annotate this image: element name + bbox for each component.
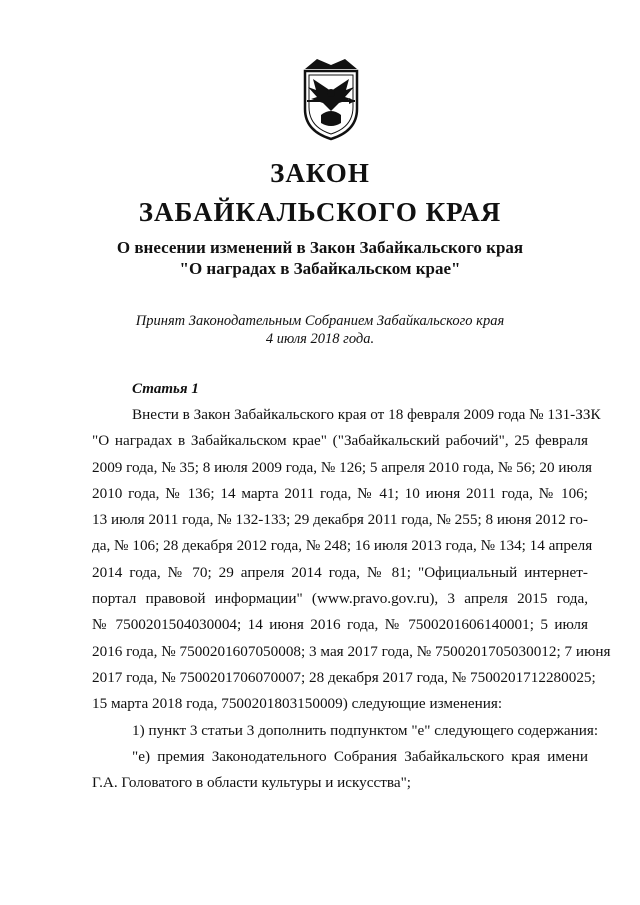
body-line: "О наградах в Забайкальском крае" ("Забайкальский рабочий", 25 февраля bbox=[92, 432, 588, 450]
body-line: 2009 года, № 35; 8 июля 2009 года, № 126; 5 апреля 2010 года, № 56; 20 июля bbox=[92, 458, 593, 476]
body-line: Внести в Закон Забайкальского края от 18 февраля 2009 года № 131-ЗЗК bbox=[132, 406, 601, 423]
region-title: ЗАБАЙКАЛЬСКОГО КРАЯ bbox=[138, 197, 502, 227]
body-line: 2014 года, № 70; 29 апреля 2014 года, № 81; "Официальный интернет- bbox=[92, 563, 588, 581]
body-line: № 7500201504030004; 14 июня 2016 года, № 7500201606140001; 5 июля bbox=[92, 616, 588, 634]
adoption-note: Принят Законодательным Собранием Забайкальского края bbox=[135, 313, 505, 329]
body-line: портал правовой информации" (www.pravo.gov.ru), 3 апреля 2015 года, bbox=[92, 590, 588, 608]
article-heading: Статья 1 bbox=[132, 381, 199, 397]
body-line: 2016 года, № 7500201607050008; 3 мая 2017 года, № 7500201705030012; 7 июня bbox=[92, 642, 611, 660]
amendment-text: Г.А. Головатого в области культуры и искусства"; bbox=[92, 774, 411, 792]
body-line: 15 марта 2018 года, 7500201803150009) следующие изменения: bbox=[92, 695, 503, 713]
article-body bbox=[92, 402, 611, 796]
amendment-text: "е) премия Законодательного Собрания Забайкальского края имени bbox=[132, 747, 588, 765]
body-line: 2017 года, № 7500201706070007; 28 декабря 2017 года, № 7500201712280025; bbox=[92, 668, 596, 686]
law-subject-line-1: О внесении изменений в Закон Забайкальского края bbox=[116, 238, 524, 257]
body-line: да, № 106; 28 декабря 2012 года, № 248; 16 июля 2013 года, № 134; 14 апреля bbox=[92, 537, 593, 555]
body-line: 13 июля 2011 года, № 132-133; 29 декабря 2011 года, № 255; 8 июня 2012 го- bbox=[92, 511, 588, 529]
coat-of-arms-emblem bbox=[299, 57, 363, 141]
amendment-item: 1) пункт 3 статьи 3 дополнить подпунктом "е" следующего содержания: bbox=[132, 721, 599, 739]
law-title: ЗАКОН bbox=[270, 158, 370, 188]
body-line: 2010 года, № 136; 14 марта 2011 года, № 41; 10 июня 2011 года, № 106; bbox=[92, 484, 588, 502]
law-subject-line-2: "О наградах в Забайкальском крае" bbox=[179, 259, 461, 278]
adoption-date: 4 июля 2018 года. bbox=[265, 331, 375, 347]
